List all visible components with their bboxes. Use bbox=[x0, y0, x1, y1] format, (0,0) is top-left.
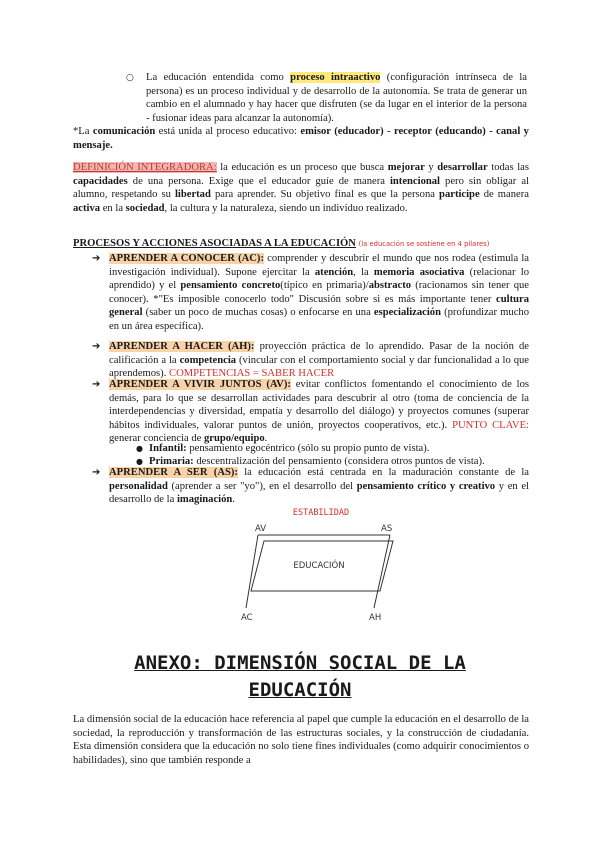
aprender-hacer-paragraph: APRENDER A HACER (AH): proyección práctica de lo aprendido. Pasar de la noción de calificación a la competencia (vincular con el comportamiento social y dar funcionalidad a lo que aprendemos). COMPETENCIAS = SABER HACER bbox=[109, 341, 530, 380]
annex-title: ANEXO: DIMENSIÓN SOCIAL DE LA EDUCACIÓN bbox=[134, 652, 466, 701]
diagram-label-ac: AC bbox=[241, 613, 253, 623]
diagram-right-pillar bbox=[374, 535, 390, 608]
definition-paragraph: DEFINICIÓN INTEGRADORA: la educación es un proceso que busca mejorar y desarrollar todas las capacidades de una persona. Exige que el educador guíe de manera intencional pero sin obligar al alumno, respetando su libertad para aprender. Su objetivo final es que la persona participe de manera activa en la sociedad, la cultura y la naturaleza, siendo un individuo realizado. bbox=[73, 162, 529, 214]
aprender-ser-paragraph: APRENDER A SER (AS): la educación está centrada en la maduración constante de la personalidad (aprender a ser "yo"), en el desarrollo del pensamiento crítico y creativo y en el desarrollo de la imaginación. bbox=[109, 467, 530, 506]
intraactive-paragraph: La educación entendida como proceso intraactivo (configuración intrínseca de la persona) es un proceso individual y de desarrollo de la autonomía. Se trata de generar un cambio en el alumnado y hay hacer que disfruten (se da lugar en el interior de la persona - fusionar ideas para alcanzar la autonomía). bbox=[146, 72, 527, 124]
aprender-vivir-juntos-paragraph: APRENDER A VIVIR JUNTOS (AV): evitar conflictos fomentando el conocimiento de los demás, para lo que se desarrollan actividades para descubrir al otro (toma de conciencia de la interdependencias y diversidad, empatía y desarrollo del diálogo) y proyectos comunes (superar hábitos individuales, valorar puntos de unión, proyectos cooperativos, etc.). PUNTO CLAVE: generar conciencia de grupo/equipo. bbox=[109, 379, 529, 445]
diagram-label-ah: AH bbox=[369, 613, 382, 623]
diagram-label-as: AS bbox=[381, 524, 393, 534]
social-dimension-paragraph: La dimensión social de la educación hace referencia al papel que cumple la educación en el desarrollo de la sociedad, la reproducción y transformación de las estructuras sociales, y la construcción de ciudadanía. Esta dimensión considera que la educación no solo tiene fines individuales (como adquirir conocimientos o habilidades), sino que también responde a bbox=[73, 714, 529, 766]
infantil-item: Infantil: pensamiento egocéntrico (sólo su propio punto de vista). bbox=[149, 443, 430, 454]
diagram-center-label: EDUCACIÓN bbox=[293, 561, 345, 571]
primaria-item: Primaria: descentralización del pensamiento (considera otros puntos de vista). bbox=[149, 456, 485, 467]
communication-paragraph: *La comunicación está unida al proceso educativo: emisor (educador) - receptor (educando) - canal y mensaje. bbox=[73, 126, 529, 151]
arrow-bullet-icon: ➔ bbox=[92, 341, 101, 352]
circle-bullet-icon: ○ bbox=[126, 73, 134, 83]
arrow-bullet-icon: ➔ bbox=[92, 467, 101, 478]
diagram-top-label: ESTABILIDAD bbox=[292, 508, 350, 518]
arrow-bullet-icon: ➔ bbox=[92, 253, 101, 264]
dot-bullet-icon: ● bbox=[136, 457, 143, 466]
dot-bullet-icon: ● bbox=[136, 444, 143, 453]
diagram-label-av: AV bbox=[255, 524, 267, 534]
arrow-bullet-icon: ➔ bbox=[92, 379, 101, 390]
aprender-conocer-paragraph: APRENDER A CONOCER (AC): comprender y descubrir el mundo que nos rodea (estimula la investigación individual). Supone ejercitar la atención, la memoria asociativa (relacionar lo aprendido) y el pensamiento concreto(típico en primaria)/abstracto (racionamos sin tener que conocer). *"Es imposible conocerlo todo" Discusión sobre si es más importante tener cultura general (saber un poco de muchas cosas) o enfocarse en una especialización (profundizar mucho en un área específica). bbox=[109, 253, 529, 332]
processes-heading: PROCESOS Y ACCIONES ASOCIADAS A LA EDUCACIÓN (la educación se sostiene en 4 pilares) bbox=[73, 238, 490, 249]
